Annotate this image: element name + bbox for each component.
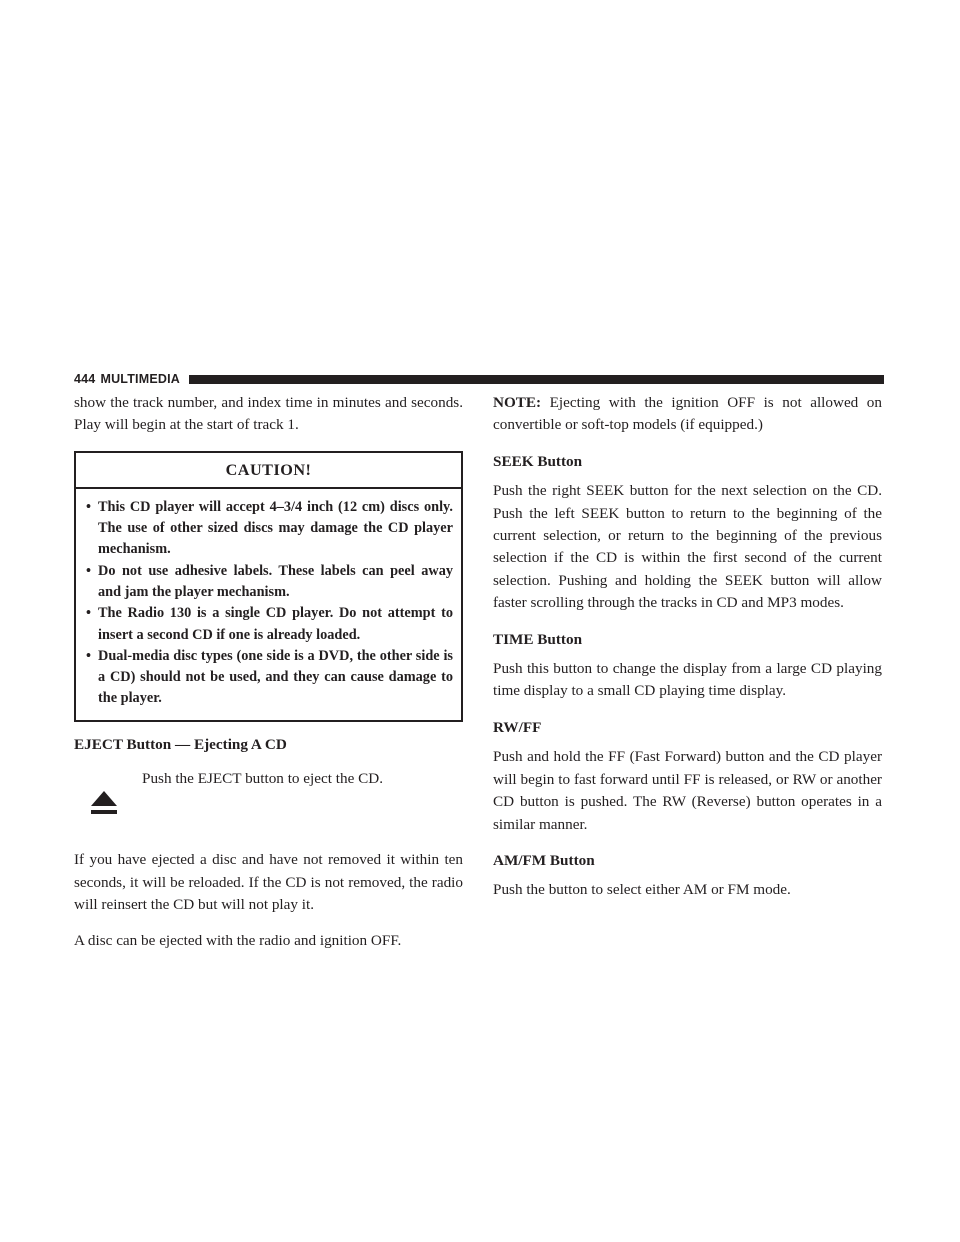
eject-icon <box>90 789 118 817</box>
note-text: Ejecting with the ignition OFF is not allowed on convertible or soft-top models (if equipped.) <box>493 394 882 434</box>
amfm-paragraph: Push the button to select either AM or FM mode. <box>493 881 791 899</box>
header-rule <box>189 375 884 384</box>
caution-box <box>74 451 463 722</box>
amfm-heading: AM/FM Button <box>493 851 595 869</box>
caution-item: • This CD player will accept 4–3/4 inch (12 cm) discs only. The use of other sized discs may damage the CD player mechanism. <box>86 497 453 561</box>
page-number: 444 <box>74 372 96 386</box>
intro-paragraph: show the track number, and index time in minutes and seconds. Play will begin at the start of track 1. <box>74 394 463 434</box>
eject-instruction <box>74 763 463 843</box>
eject-heading: EJECT Button — Ejecting A CD <box>74 735 287 753</box>
reload-paragraph: If you have ejected a disc and have not removed it within ten seconds, it will be reloaded. If the CD is not removed, the radio will reinsert the CD but will not play it. <box>74 851 463 913</box>
rwff-heading: RW/FF <box>493 718 542 736</box>
eject-off-paragraph: A disc can be ejected with the radio and ignition OFF. <box>74 932 402 950</box>
seek-heading: SEEK Button <box>493 452 583 470</box>
caution-item: • The Radio 130 is a single CD player. Do not attempt to insert a second CD if one is already loaded. <box>86 603 453 646</box>
eject-text: Push the EJECT button to eject the CD. <box>142 770 384 788</box>
note-label: NOTE: <box>493 394 542 411</box>
right-column <box>493 392 882 916</box>
caution-list <box>76 489 461 720</box>
page-header <box>74 371 884 387</box>
time-heading: TIME Button <box>493 630 583 648</box>
note-paragraph <box>493 392 882 437</box>
time-paragraph: Push this button to change the display from a large CD playing time display to a small CD playing time display. <box>493 660 882 700</box>
caution-item: • Do not use adhesive labels. These labels can peel away and jam the player mechanism. <box>86 561 453 604</box>
seek-paragraph: Push the right SEEK button for the next selection on the CD. Push the left SEEK button to return to the beginning of the current selection, or return to the beginning of the previous selection if the CD is within the first second of the current selection. Pushing and holding the SEEK button will allow faster scrolling through the tracks in CD and MP3 modes. <box>493 482 882 612</box>
caution-item: • Dual-media disc types (one side is a DVD, the other side is a CD) should not be used, and they can cause damage to the player. <box>86 646 453 710</box>
caution-title: CAUTION! <box>76 453 461 489</box>
rwff-paragraph: Push and hold the FF (Fast Forward) button and the CD player will begin to fast forward until FF is released, or RW or another CD button is pushed. The RW (Reverse) button operates in a similar manner. <box>493 748 882 833</box>
section-title: MULTIMEDIA <box>100 372 181 386</box>
left-column <box>74 392 463 967</box>
